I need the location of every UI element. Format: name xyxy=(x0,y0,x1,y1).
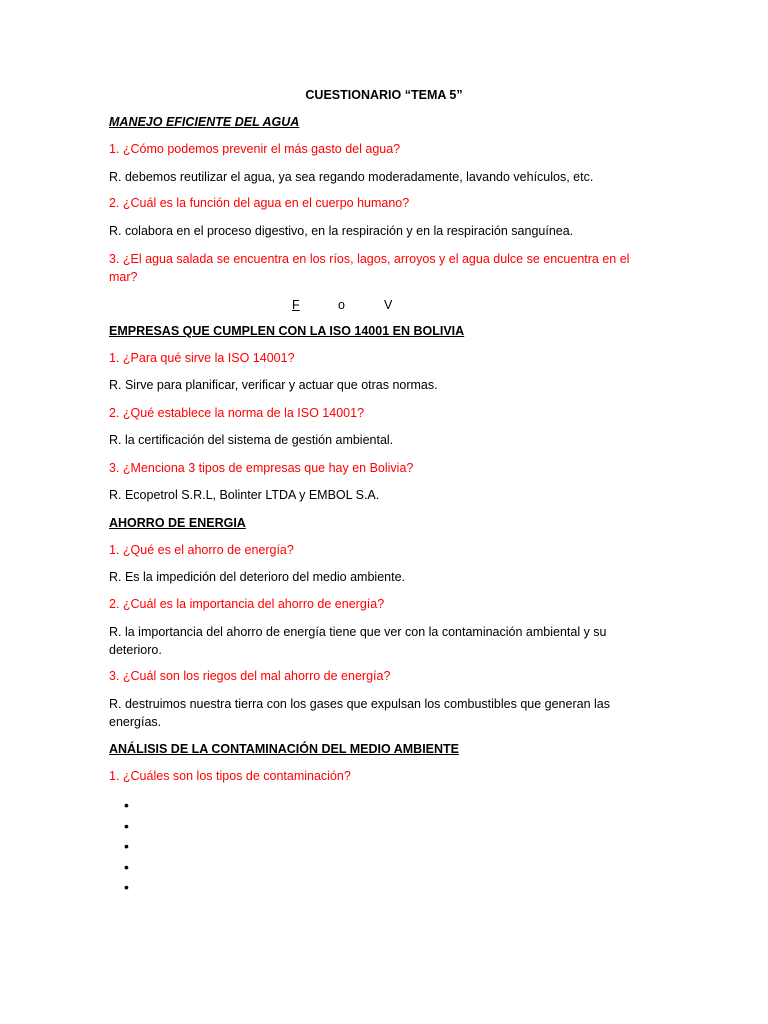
list-item xyxy=(124,816,129,837)
choice-true: V xyxy=(384,298,393,312)
answer-iso-3: R. Ecopetrol S.R.L, Bolinter LTDA y EMBOL S.A. xyxy=(109,488,380,502)
section-heading-contaminacion: ANÁLISIS DE LA CONTAMINACIÓN DEL MEDIO AMBIENTE xyxy=(109,742,459,756)
bullet-list xyxy=(124,795,129,898)
question-energia-2: 2. ¿Cuál es la importancia del ahorro de energía? xyxy=(109,597,385,611)
answer-energia-3: R. destruimos nuestra tierra con los gases que expulsan los combustibles que generan las energías. xyxy=(109,697,610,729)
section-heading-energia: AHORRO DE ENERGIA xyxy=(109,516,246,530)
question-energia-1: 1. ¿Qué es el ahorro de energía? xyxy=(109,543,294,557)
question-agua-1: 1. ¿Cómo podemos prevenir el más gasto del agua? xyxy=(109,142,401,156)
answer-iso-2: R. la certificación del sistema de gestión ambiental. xyxy=(109,433,394,447)
answer-energia-1: R. Es la impedición del deterioro del medio ambiente. xyxy=(109,570,405,584)
question-energia-3: 3. ¿Cuál son los riegos del mal ahorro de energía? xyxy=(109,669,391,683)
answer-agua-1: R. debemos reutilizar el agua, ya sea regando moderadamente, lavando vehículos, etc. xyxy=(109,170,594,184)
section-heading-iso: EMPRESAS QUE CUMPLEN CON LA ISO 14001 EN BOLIVIA xyxy=(109,324,465,338)
answer-energia-2: R. la importancia del ahorro de energía tiene que ver con la contaminación ambiental y su deterioro. xyxy=(109,625,607,657)
list-item xyxy=(124,836,129,857)
section-heading-agua: MANEJO EFICIENTE DEL AGUA xyxy=(109,115,300,129)
question-iso-3: 3. ¿Menciona 3 tipos de empresas que hay en Bolivia? xyxy=(109,461,414,475)
choice-false: F xyxy=(292,298,300,312)
choice-or: o xyxy=(338,298,345,312)
answer-iso-1: R. Sirve para planificar, verificar y actuar que otras normas. xyxy=(109,378,438,392)
question-iso-2: 2. ¿Qué establece la norma de la ISO 14001? xyxy=(109,406,365,420)
question-agua-2: 2. ¿Cuál es la función del agua en el cuerpo humano? xyxy=(109,196,410,210)
document-title: CUESTIONARIO “TEMA 5” xyxy=(305,88,463,102)
answer-agua-2: R. colabora en el proceso digestivo, en la respiración y en la respiración sanguínea. xyxy=(109,224,574,238)
question-contaminacion-1: 1. ¿Cuáles son los tipos de contaminación? xyxy=(109,769,351,783)
list-item xyxy=(124,877,129,898)
list-item xyxy=(124,857,129,878)
question-agua-3: 3. ¿El agua salada se encuentra en los ríos, lagos, arroyos y el agua dulce se encuentra en el mar? xyxy=(109,252,630,284)
question-iso-1: 1. ¿Para qué sirve la ISO 14001? xyxy=(109,351,295,365)
list-item xyxy=(124,795,129,816)
